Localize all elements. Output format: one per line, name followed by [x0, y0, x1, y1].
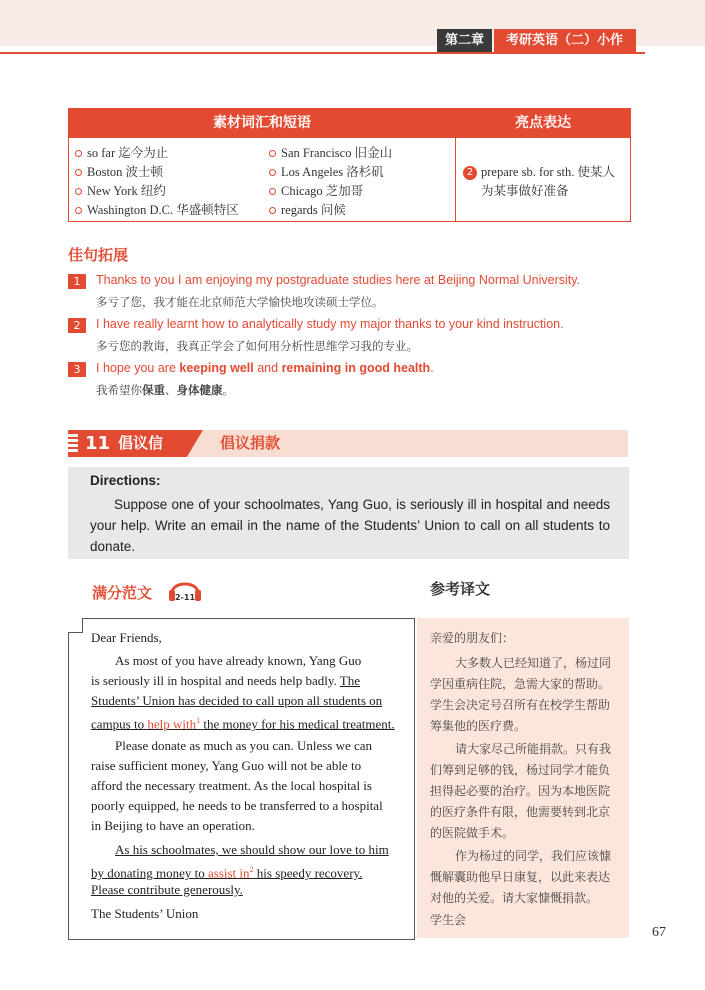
essay-line: by donating money to assist $in^2$ his speedy recovery.: [91, 865, 363, 881]
section-title: 倡议信: [118, 434, 164, 452]
sentences-title: 佳句拓展: [68, 246, 129, 264]
number-badge-icon: 2: [463, 166, 477, 180]
translation-line: 们筹到足够的钱，杨过同学才能负: [430, 763, 611, 777]
sentence-number: 2: [68, 318, 86, 333]
page-fold-corner: [68, 618, 83, 633]
essay-line: in Beijing to have an operation.: [91, 818, 255, 833]
circle-bullet-icon: [269, 169, 276, 176]
sentence-en: I have really learnt how to analytically study my major thanks to your kind instruction.: [96, 317, 564, 331]
translation-line: 的医院做手术。: [430, 826, 515, 840]
vocab-item: Washington D.C. 华盛顿特区: [75, 200, 239, 218]
essay-greeting: Dear Friends,: [91, 630, 162, 645]
chapter-label: 第二章: [437, 29, 492, 52]
vocab-table: [68, 108, 631, 222]
highlight-expression-cont: 为某事做好准备: [481, 184, 569, 198]
translation-signature: 学生会: [430, 913, 467, 927]
headphone-icon[interactable]: [167, 575, 203, 603]
translation-line: 的医疗条件有限，他需要转到北京: [430, 805, 611, 819]
sentence-cn: 我希望你保重、身体健康。: [96, 383, 234, 397]
sentence-number: 1: [68, 274, 86, 289]
vocab-item: San Francisco 旧金山: [269, 143, 392, 161]
translation-line: 对他的关爱。请大家慷慨捐款。: [430, 891, 599, 905]
vocab-item: Los Angeles 洛杉矶: [269, 162, 384, 180]
essay-line: As his schoolmates, we should show our love to him: [115, 842, 389, 857]
audio-track-label: 2-11: [174, 593, 196, 602]
vocab-item: so far 迄今为止: [75, 143, 168, 161]
directions-label: Directions:: [90, 473, 161, 488]
circle-bullet-icon: [269, 150, 276, 157]
translation-line: 学生会决定号召所有在校学生帮助: [430, 698, 611, 712]
reference-translation-title: 参考译文: [430, 580, 491, 598]
vocab-item: New York 纽约: [75, 181, 166, 199]
essay-line: afford the necessary treatment. As the local hospital is: [91, 778, 372, 793]
section-number: 11: [85, 433, 111, 454]
vocab-item: regards 问候: [269, 200, 346, 218]
translation-line: 学因重病住院，急需大家的帮助。: [430, 677, 611, 691]
circle-bullet-icon: [75, 169, 82, 176]
circle-bullet-icon: [75, 188, 82, 195]
translation-line: 请大家尽己所能捐款。只有我: [455, 742, 612, 756]
vocab-divider: [455, 109, 456, 221]
sentence-en: I hope you are keeping well and remaining in good health.: [96, 361, 434, 375]
highlight-expression: 2 prepare sb. for sth. 使某人: [463, 162, 615, 180]
essay-line: campus to help with$^1$ the money for his medical treatment.: [91, 716, 395, 732]
translation-line: 大多数人已经知道了，杨过同: [455, 656, 612, 670]
essay-line: Please contribute generously.: [91, 882, 243, 897]
circle-bullet-icon: [75, 207, 82, 214]
stripes-icon: [68, 434, 82, 453]
essay-line: As most of you have already known, Yang Guo: [115, 653, 362, 668]
circle-bullet-icon: [75, 150, 82, 157]
directions-text: Suppose one of your schoolmates, Yang Guo, is seriously ill in hospital and needs your help. Write an email in the name of the Students’ Union to call on all students to donate.: [90, 497, 610, 554]
translation-greeting: 亲爱的朋友们：: [430, 631, 515, 645]
sentence-number: 3: [68, 362, 86, 377]
sentence-cn: 多亏了您，我才能在北京师范大学愉快地攻读硕士学位。: [96, 295, 384, 309]
translation-line: 作为杨过的同学，我们应该慷: [455, 849, 612, 863]
directions-box: [68, 467, 629, 559]
essay-line: poorly equipped, he needs to be transferred to a hospital: [91, 798, 383, 813]
page-number: 67: [652, 925, 666, 940]
essay-signature: The Students’ Union: [91, 906, 199, 921]
header-rule: [0, 52, 645, 54]
vocab-item: Chicago 芝加哥: [269, 181, 363, 199]
section-subtitle: 倡议捐款: [220, 434, 281, 452]
sentence-en: Thanks to you I am enjoying my postgraduate studies here at Beijing Normal University.: [96, 273, 581, 287]
vocab-item: Boston 波士顿: [75, 162, 163, 180]
translation-line: 慨解囊助他早日康复，以此来表达: [430, 870, 611, 884]
circle-bullet-icon: [269, 188, 276, 195]
essay-line: raise sufficient money, Yang Guo will not be able to: [91, 758, 362, 773]
essay-line: Please donate as much as you can. Unless we can: [115, 738, 373, 753]
translation-line: 担得起必要的治疗。因为本地医院: [430, 784, 611, 798]
essay-line: is seriously ill in hospital and needs help badly. The: [91, 673, 360, 688]
chapter-title: 考研英语（二）小作文: [494, 29, 636, 52]
translation-line: 筹集他的医疗费。: [430, 719, 527, 733]
vocab-header-right: 亮点表达: [515, 115, 571, 131]
vocab-header-left: 素材词汇和短语: [213, 115, 311, 131]
sentence-cn: 多亏您的教诲，我真正学会了如何用分析性思维学习我的专业。: [96, 339, 418, 353]
model-essay-title: 满分范文: [92, 584, 153, 602]
circle-bullet-icon: [269, 207, 276, 214]
essay-line: Students’ Union has decided to call upon all students on: [91, 693, 383, 708]
